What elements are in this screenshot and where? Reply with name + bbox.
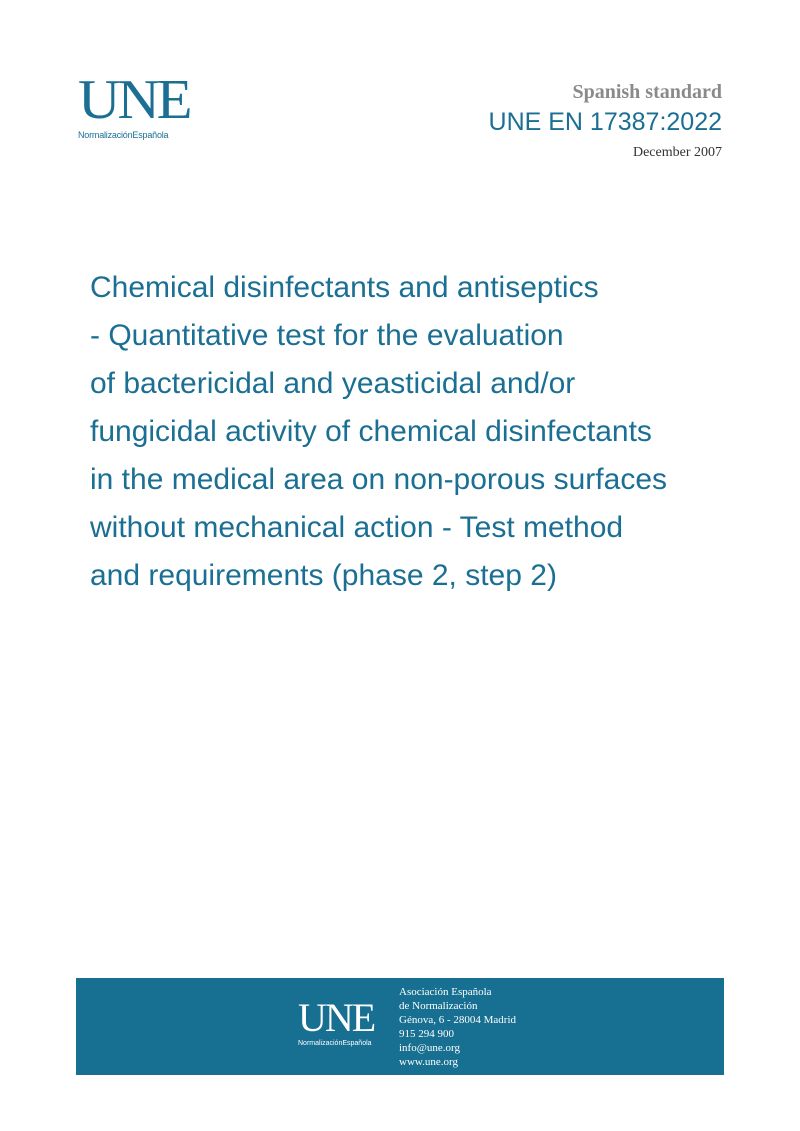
standard-label: Spanish standard xyxy=(572,81,722,103)
logo-mark: UNE xyxy=(78,69,190,131)
footer-logo-mark: UNE xyxy=(298,995,375,1040)
address-website: www.une.org xyxy=(399,1056,458,1068)
title-line: of bactericidal and yeasticidal and/or xyxy=(90,367,576,400)
standard-info xyxy=(489,78,722,162)
une-logo xyxy=(78,69,218,140)
footer-logo-subtitle: NormalizaciónEspañola xyxy=(298,1040,372,1047)
title-line: in the medical area on non-porous surfaces xyxy=(90,463,668,496)
address-org-line-1: Asociación Española xyxy=(399,986,492,998)
address-street: Génova, 6 - 28004 Madrid xyxy=(399,1014,517,1026)
logo-subtitle: NormalizaciónEspañola xyxy=(78,130,169,140)
title-line: fungicidal activity of chemical disinfectants xyxy=(90,415,652,448)
title-line: without mechanical action - Test method xyxy=(90,511,624,544)
standard-date: December 2007 xyxy=(632,145,722,160)
footer-une-logo xyxy=(298,995,388,1047)
title-line: Chemical disinfectants and antiseptics xyxy=(90,271,599,304)
footer-address xyxy=(399,985,516,1069)
footer-band xyxy=(76,978,724,1075)
address-phone: 915 294 900 xyxy=(399,1028,454,1040)
title-line: and requirements (phase 2, step 2) xyxy=(90,559,557,592)
title-line: - Quantitative test for the evaluation xyxy=(90,319,564,352)
address-org-line-2: de Normalización xyxy=(399,1000,478,1012)
address-email: info@une.org xyxy=(399,1042,460,1054)
standard-code: UNE EN 17387:2022 xyxy=(488,108,722,136)
document-title xyxy=(90,268,750,604)
